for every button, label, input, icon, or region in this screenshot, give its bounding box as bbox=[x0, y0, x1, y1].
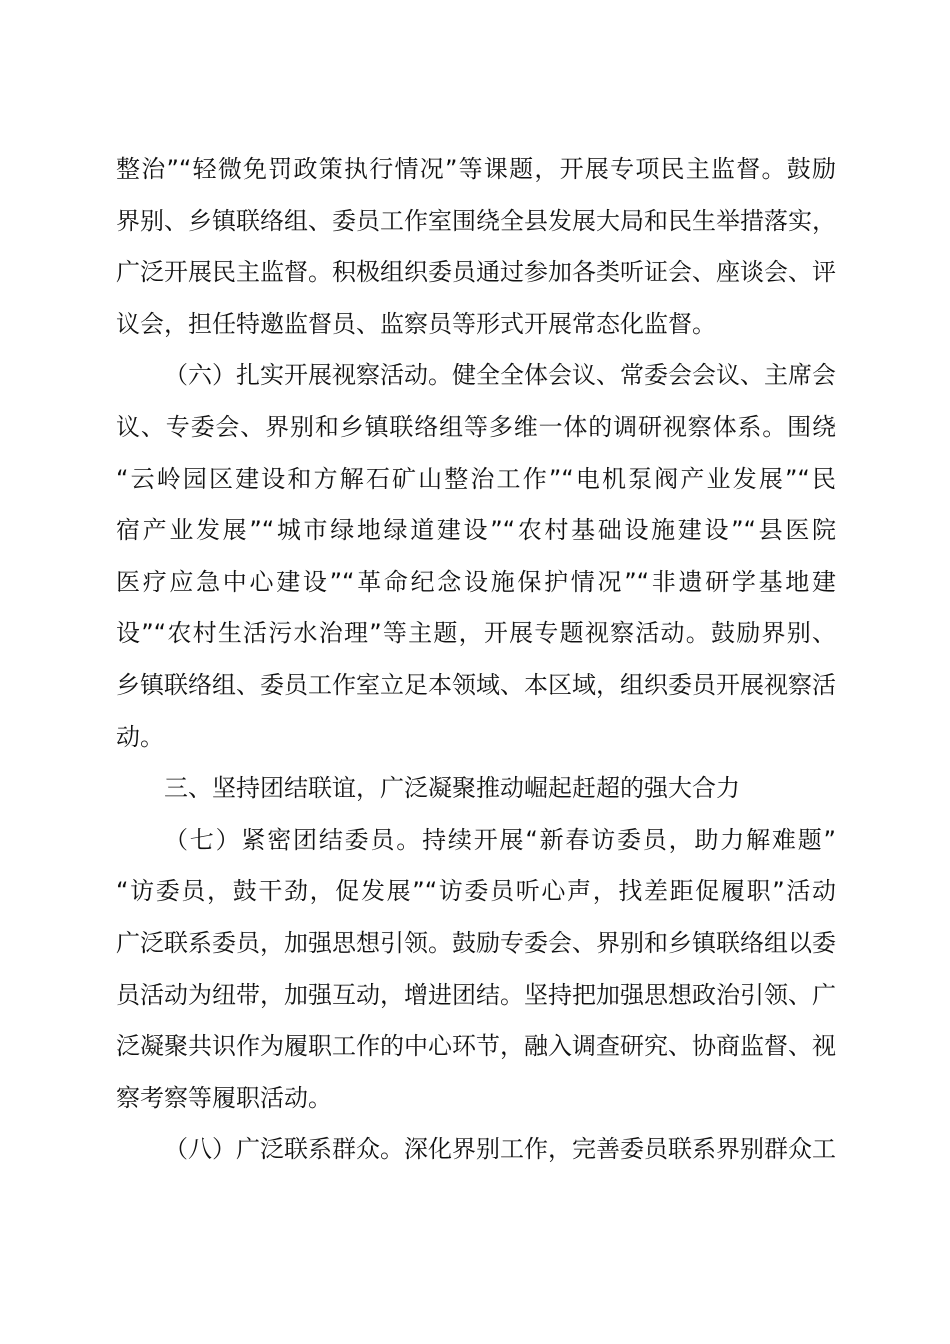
text-line: 广泛联系委员，加强思想引领。鼓励专委会、界别和乡镇联络组以委 bbox=[116, 928, 836, 957]
text-line: 议会，担任特邀监督员、监察员等形式开展常态化监督。 bbox=[116, 309, 716, 338]
text-line: “访委员，鼓干劲，促发展”“访委员听心声，找差距促履职”活动 bbox=[116, 877, 836, 906]
text-line: 设”“农村生活污水治理”等主题，开展专题视察活动。鼓励界别、 bbox=[116, 619, 836, 648]
text-line: 三、坚持团结联谊，广泛凝聚推动崛起赶超的强大合力 bbox=[164, 774, 740, 803]
text-line: 整治”“轻微免罚政策执行情况”等课题，开展专项民主监督。鼓励 bbox=[116, 155, 836, 183]
body-text bbox=[116, 144, 836, 1176]
text-line: （七）紧密团结委员。持续开展“新春访委员，助力解难题” bbox=[164, 825, 836, 854]
text-line: 议、专委会、界别和乡镇联络组等多维一体的调研视察体系。围绕 bbox=[116, 412, 836, 441]
text-line: “云岭园区建设和方解石矿山整治工作”“电机泵阀产业发展”“民 bbox=[116, 464, 836, 493]
text-line: 泛凝聚共识作为履职工作的中心环节，融入调查研究、协商监督、视 bbox=[116, 1032, 836, 1061]
text-line: （八）广泛联系群众。深化界别工作，完善委员联系界别群众工 bbox=[164, 1135, 836, 1164]
text-line: 界别、乡镇联络组、委员工作室围绕全县发展大局和民生举措落实， bbox=[116, 206, 836, 235]
text-line: 宿产业发展”“城市绿地绿道建设”“农村基础设施建设”“县医院 bbox=[116, 516, 836, 545]
text-line: 员活动为纽带，加强互动，增进团结。坚持把加强思想政治引领、广 bbox=[116, 980, 836, 1009]
text-line: 医疗应急中心建设”“革命纪念设施保护情况”“非遗研学基地建 bbox=[116, 567, 836, 596]
text-line: 察考察等履职活动。 bbox=[116, 1083, 332, 1112]
text-line: 广泛开展民主监督。积极组织委员通过参加各类听证会、座谈会、评 bbox=[116, 258, 836, 287]
text-line: （六）扎实开展视察活动。健全全体会议、常委会会议、主席会 bbox=[164, 361, 836, 390]
text-line: 动。 bbox=[116, 722, 164, 751]
text-line: 乡镇联络组、委员工作室立足本领域、本区域，组织委员开展视察活 bbox=[116, 670, 836, 699]
